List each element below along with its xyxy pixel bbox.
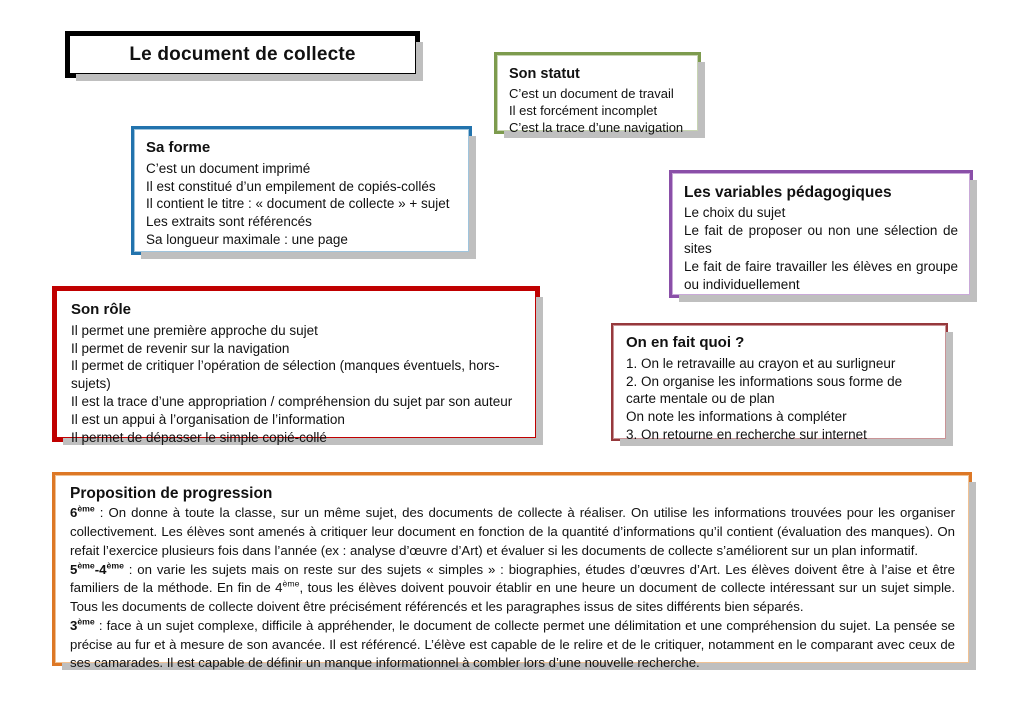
progression-paragraph-6eme [70,504,955,560]
card-son-role-line-4: Il est la trace d’une appropriation / compréhension du sujet par son auteur [71,394,513,409]
card-son-role-line-5: Il est un appui à l’organisation de l’information [71,411,345,427]
card-son-role-line-2: Il permet de revenir sur la navigation [71,340,290,356]
inline-sup-4eme: ème [282,578,300,589]
card-sa-forme-line-5: Sa longueur maximale : une page [146,232,348,247]
card-son-role [52,286,540,445]
progression-text-6eme: : On donne à toute la classe, sur un même sujet, des documents de collecte à réaliser. On utilise les informations trouvées pour les organiser collectivement. Les élèves sont amenés à critiquer leur document en fonction de la quantité d’informations qu’il contient (évaluation des manques). On refait l’exercice plusieurs fois dans l’année (ex : analyse d’œuvre d’Art) et évaluer si les documents de collecte s’améliorent sur un plan informatif. [70,505,955,558]
card-on-en-fait-quoi-line-4: 3. On retourne en recherche sur internet [626,427,867,442]
card-variables-pedagogiques-heading: Les variables pédagogiques [684,184,892,201]
page-title: Le document de collecte [129,43,356,65]
card-on-en-fait-quoi [611,323,948,441]
card-son-role-line-3: Il permet de critiquer l’opération de sélection (manques éventuels, hors-sujets) [71,358,500,392]
card-son-statut-inner [497,55,698,136]
card-sa-forme-line-4: Les extraits sont référencés [146,214,312,230]
card-variables-pedagogiques-inner [672,173,970,295]
card-sa-forme-line-2: Il est constitué d’un empilement de copiés-collés [146,178,436,194]
level-label-3eme: 3 [70,617,78,633]
card-sa-forme-line-1: C’est un document imprimé [146,160,311,176]
card-variables-pedagogiques [669,170,973,298]
card-proposition-de-progression-inner [55,475,969,671]
card-proposition-de-progression-heading: Proposition de progression [70,485,273,502]
title-box-inner [69,35,416,74]
card-on-en-fait-quoi-inner [613,325,946,442]
level-label-6eme: 6 [70,505,78,521]
card-son-statut [494,52,701,134]
card-on-en-fait-quoi-heading: On en fait quoi ? [626,334,745,351]
level-suffix-4eme: ème [106,560,124,571]
card-son-role-line-1: Il permet une première approche du sujet [71,322,318,338]
level-label-5eme: 5 [70,561,78,577]
level-suffix-6eme: ème [77,503,95,514]
card-sa-forme-heading: Sa forme [146,139,211,156]
card-on-en-fait-quoi-line-1: 1. On le retravaille au crayon et au surligneur [626,355,896,371]
progression-text-3eme: : face à un sujet complexe, difficile à appréhender, le document de collecte permet une délimitation et une compréhension du sujet. La pensée se précise au fur et à mesure de son avancée. Il est référencé. L’élève est capable de le relire et de le critiquer, notamment en le comparant avec ceux de ses camarades. Il est capable de définir un manque informationnel à combler lors d’une nouvelle recherche. [70,617,955,671]
card-son-role-line-6: Il permet de dépasser le simple copié-collé [71,429,327,445]
progression-paragraph-3eme [70,617,955,673]
title-box [65,31,420,78]
card-son-statut-line-3: C’est la trace d’une navigation [509,120,684,136]
progression-text-5eme-4eme-a: : on varie les sujets mais on reste sur des sujets « simples » : biographies, études d’œuvres d’Art. Les élèves doivent être à l’aise et être familiers de la méthode. En fin de 4 [70,561,955,596]
card-on-en-fait-quoi-line-2: 2. On organise les informations sous forme de carte mentale ou de plan [626,373,903,407]
card-son-statut-line-2: Il est forcément incomplet [509,103,658,119]
card-sa-forme [131,126,472,255]
card-variables-pedagogiques-line-3: Le fait de faire travailler les élèves en groupe ou individuellement [684,258,958,292]
level-suffix-3eme: ème [77,616,95,627]
card-son-role-inner [56,290,536,445]
card-on-en-fait-quoi-line-3: On note les informations à compléter [626,409,847,425]
card-son-role-heading: Son rôle [71,301,132,318]
card-sa-forme-inner [134,129,469,252]
card-son-statut-line-1: C’est un document de travail [509,86,674,102]
card-variables-pedagogiques-line-1: Le choix du sujet [684,205,786,221]
level-label-4eme: 4 [99,561,107,577]
card-proposition-de-progression [52,472,972,671]
card-sa-forme-line-3: Il contient le titre : « document de collecte » + sujet [146,196,450,212]
progression-text-5eme-4eme-b: , tous les élèves doivent pouvoir établir en une heure un document de collecte intéressant sur un sujet simple. Tous les documents de collecte doivent être précisément référencés et les paragraphes issus de sites différents bien séparés. [70,580,956,615]
progression-paragraph-5eme-4eme [70,561,955,617]
level-suffix-5eme: ème [77,560,95,571]
level-separator: - [94,561,100,577]
card-son-statut-heading: Son statut [509,66,580,82]
card-variables-pedagogiques-line-2: Le fait de proposer ou non une sélection de sites [684,223,958,256]
